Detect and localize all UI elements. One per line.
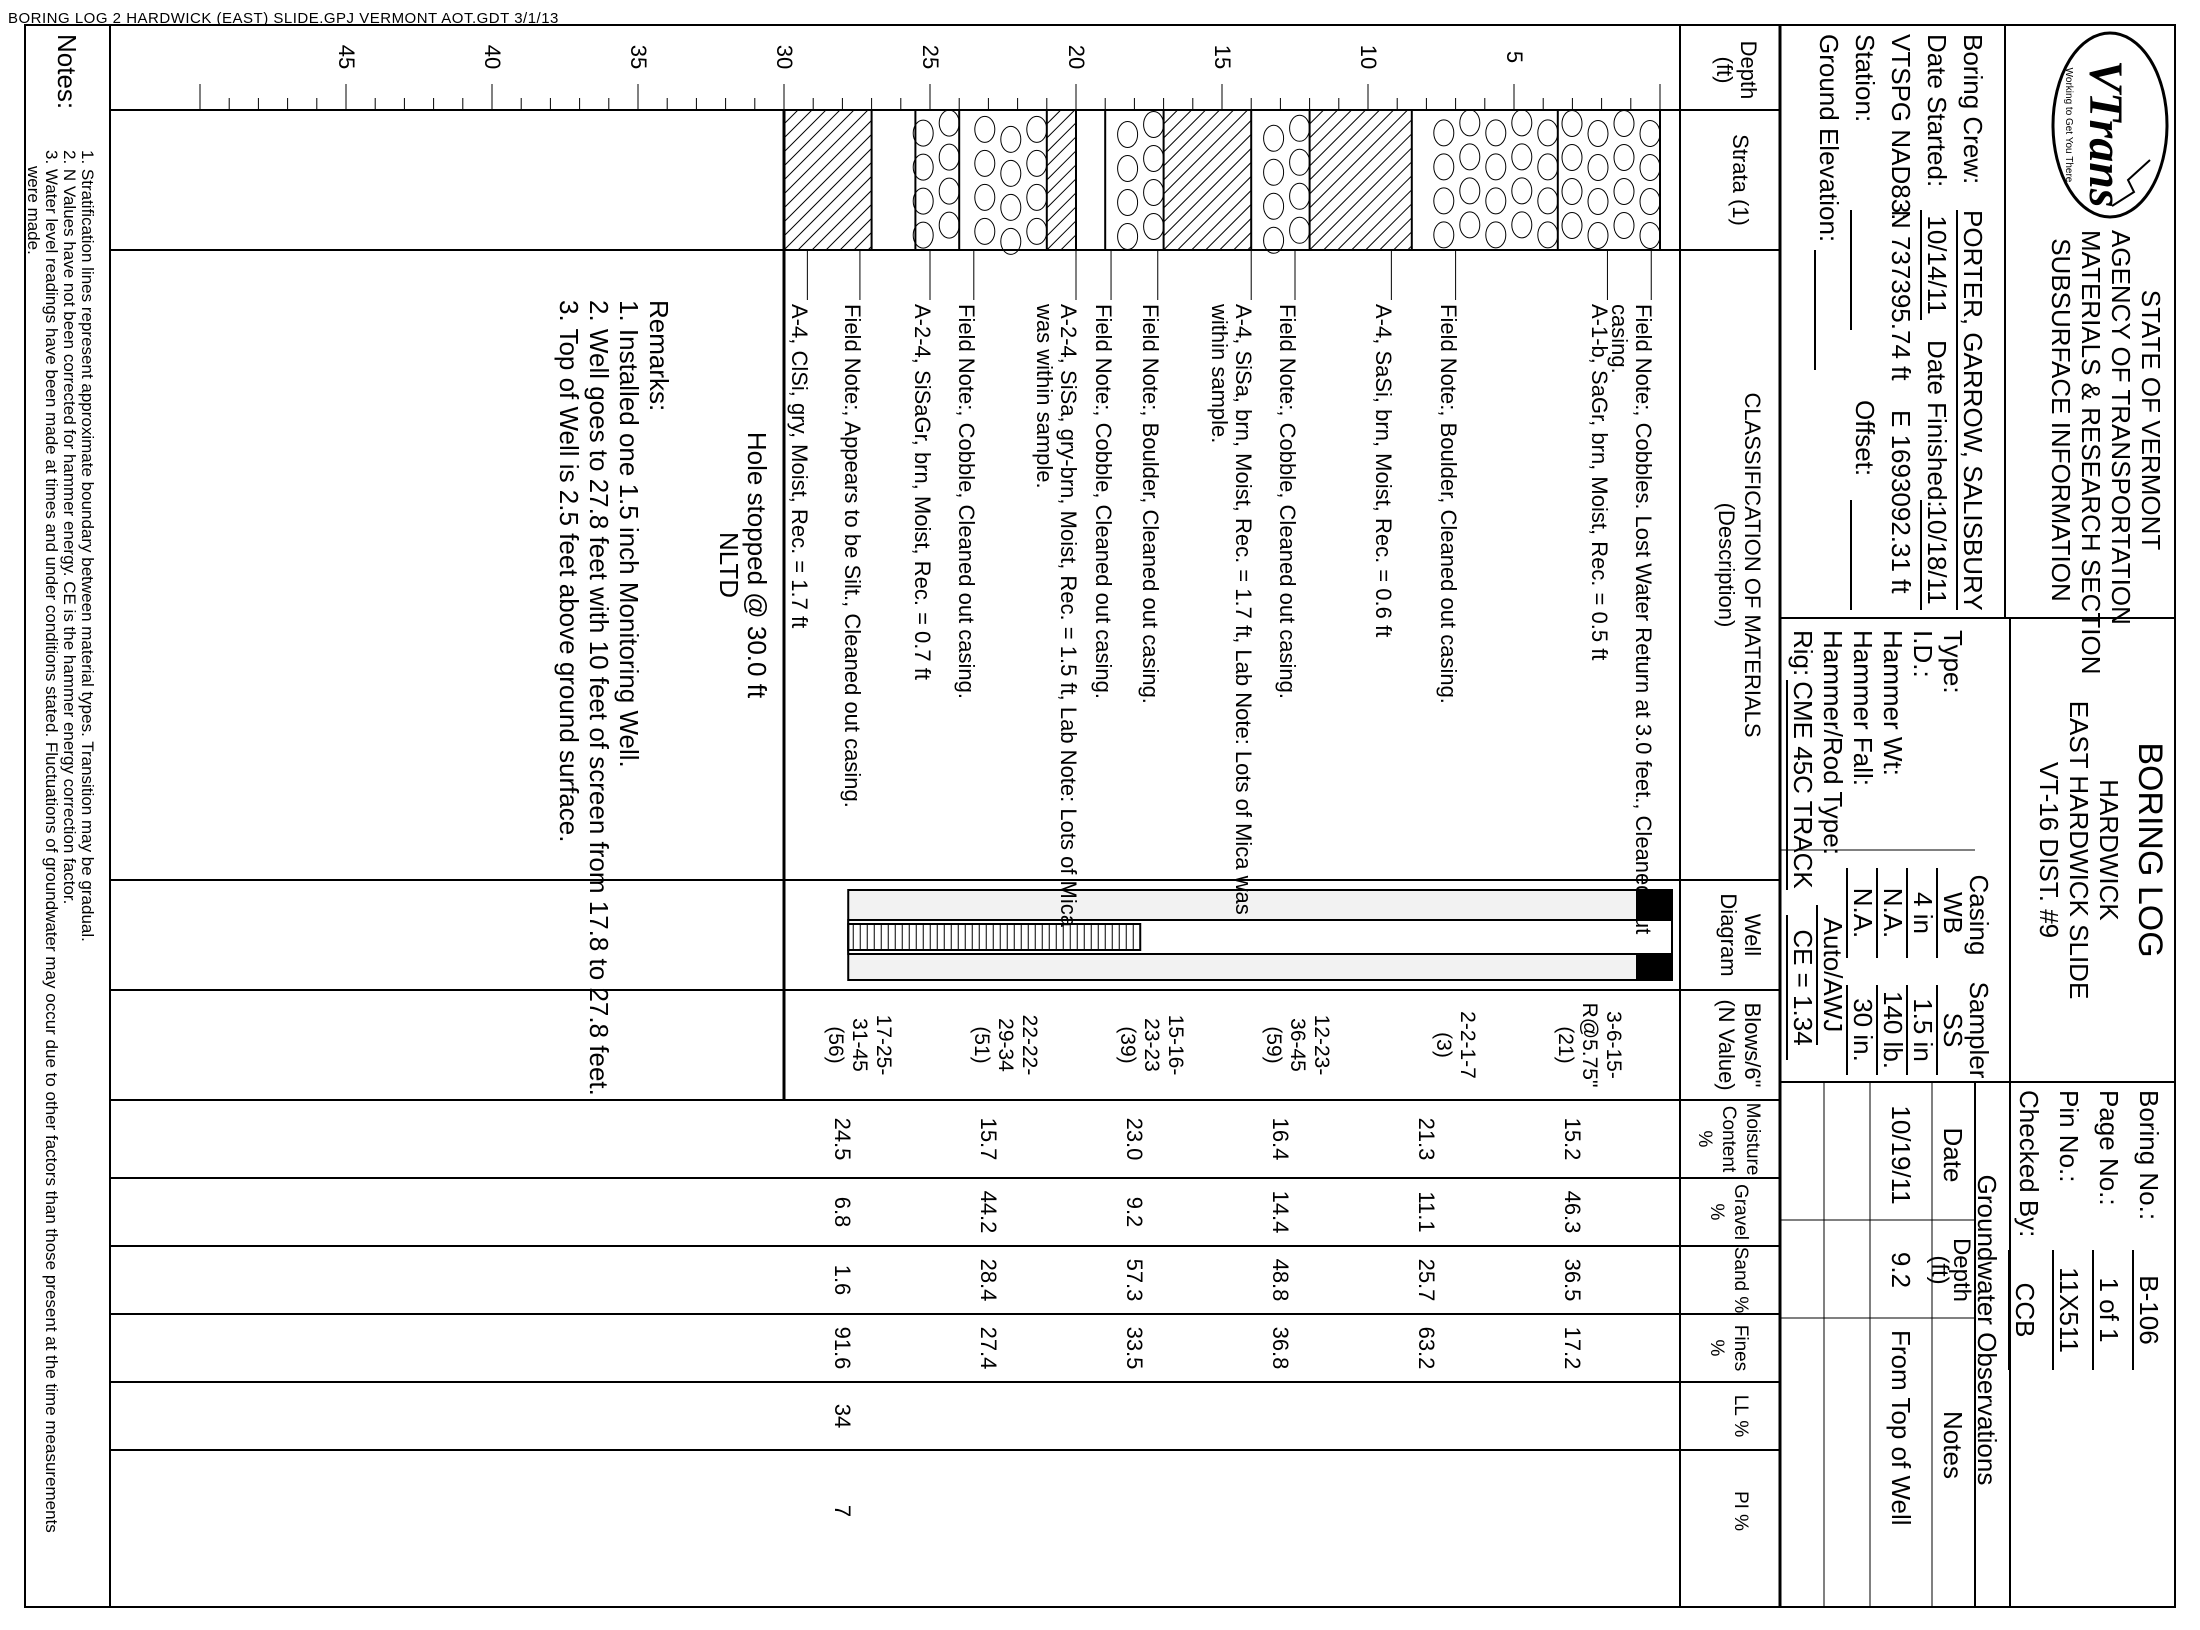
description-line: was within sample.: [1032, 304, 1057, 489]
material-description: [1371, 304, 1395, 637]
project-district: VT-16 DIST. #9: [2034, 761, 2064, 939]
depth-tick-30: 30: [772, 44, 797, 70]
note-4: were made.: [24, 166, 43, 255]
blow-count-line: 36-45: [1285, 1018, 1309, 1072]
col-pi: PI %: [1730, 1490, 1751, 1532]
sample-fines: 36.8: [1268, 1326, 1294, 1370]
blow-counts: [1261, 990, 1333, 1100]
description-line: casing.: [1607, 304, 1633, 374]
type-sampler: SS: [1936, 985, 1968, 1075]
file-header: BORING LOG 2 HARDWICK (EAST) SLIDE.GPJ VERMONT AOT.GDT 3/1/13: [8, 10, 559, 27]
rod-type-value: Auto/AWJ: [1816, 905, 1848, 1045]
finished-label: Date Finished:: [1922, 340, 1952, 508]
checked-by-label: Checked By:: [2014, 1090, 2044, 1238]
sample-moisture: 24.5: [830, 1117, 856, 1161]
blow-counts: [823, 990, 895, 1100]
description-line: Field Note:, Boulder, Cleaned out casing.: [1137, 304, 1163, 704]
gw-row-notes: From Top of Well: [1886, 1330, 1916, 1526]
sample-gravel: 46.3: [1560, 1190, 1586, 1234]
col-blows: Blows/6": [1740, 1002, 1765, 1088]
description-line: A-2-4, SiSaGr, brn, Moist, Rec. = 0.7 ft: [910, 304, 935, 680]
sample-gravel: 9.2: [1122, 1196, 1148, 1228]
sample-sand: 57.3: [1122, 1258, 1148, 1302]
col-fines: Fines %: [1706, 1324, 1751, 1372]
remark-3: 3. Top of Well is 2.5 feet above ground surface.: [554, 300, 584, 843]
vtrans-logo: [2050, 30, 2170, 220]
description-line: Field Note:, Appears to be Silt., Cleaned out casing.: [839, 304, 865, 808]
sample-gravel: 11.1: [1414, 1191, 1440, 1233]
material-description: [840, 304, 864, 808]
sample-moisture: 21.3: [1414, 1117, 1440, 1161]
material-description: [910, 304, 934, 680]
material-description: [1032, 304, 1080, 927]
pin-no: 11X511: [2052, 1250, 2084, 1370]
description-line: A-1-b, SaGr, brn, Moist, Rec. = 0.5 ft: [1587, 304, 1613, 661]
blow-count-line: 29-34: [993, 1018, 1017, 1072]
strata-silt-2: [1164, 110, 1252, 250]
crew-label: Boring Crew:: [1958, 34, 1988, 185]
material-description: [1607, 304, 1655, 934]
col-classification: CLASSIFICATION OF MATERIALS: [1740, 392, 1765, 738]
description-line: within sample.: [1207, 304, 1233, 444]
agency-line-2: AGENCY OF TRANSPORTATION: [2106, 230, 2136, 625]
agency-line-3: MATERIALS & RESEARCH SECTION: [2076, 230, 2106, 675]
description-line: A-4, SiSa, brn, Moist, Rec. = 1.7 ft, Lab Note: Lots of Mica was: [1231, 304, 1257, 915]
blow-count-line: 23-23: [1139, 1018, 1163, 1072]
sample-moisture: 16.4: [1268, 1117, 1294, 1161]
strata-cobbles-4: [975, 116, 1047, 254]
depth-tick-10: 10: [1356, 44, 1381, 70]
sample-fines: 17.2: [1560, 1326, 1586, 1370]
finished-value: 10/18/11: [1920, 500, 1952, 610]
logo-text: VTrans: [2079, 60, 2132, 208]
strata-cobbles-3: [1264, 115, 1310, 253]
depth-tick-20: 20: [1064, 44, 1089, 70]
depth-tick-15: 15: [1210, 44, 1235, 70]
strata-cobbles-2: [1434, 110, 1558, 248]
description-line: Field Note:, Cobble, Cleaned out casing.: [953, 304, 979, 700]
depth-tick-5: 5: [1502, 50, 1527, 64]
blow-count-line: (59): [1261, 1026, 1285, 1064]
description-line: A-4, ClSi, gry, Moist, Rec. = 1.7 ft: [787, 304, 813, 629]
id-label: I.D.:: [1908, 630, 1938, 678]
blow-count-line: (3): [1431, 1032, 1455, 1058]
material-description: [1275, 304, 1299, 699]
id-casing: 4 in: [1906, 868, 1938, 958]
nad-label: VTSPG NAD83:: [1886, 34, 1916, 221]
sample-moisture: 15.7: [976, 1117, 1002, 1161]
description-line: Field Note:, Cobble, Cleaned out casing.: [1091, 304, 1117, 700]
depth-tick-25: 25: [918, 44, 943, 70]
col-classification-sub: (Description): [1714, 502, 1739, 628]
strata-gravel: [913, 110, 959, 248]
material-description: [1587, 304, 1611, 660]
ground-elev-value: [1814, 250, 1842, 370]
strata-cobbles-1: [1562, 111, 1660, 249]
rig-label: Rig:: [1788, 630, 1818, 677]
blow-counts: [1553, 990, 1625, 1100]
sample-fines: 27.4: [976, 1326, 1002, 1370]
col-moisture: Moisture Content %: [1694, 1102, 1763, 1176]
hammer-wt-casing: N.A.: [1876, 868, 1908, 958]
material-description: [787, 304, 811, 628]
col-blows-sub: (N Value): [1714, 999, 1739, 1091]
boring-no-label: Boring No.:: [2134, 1090, 2164, 1221]
gw-row-date: 10/19/11: [1886, 1105, 1916, 1205]
blow-count-line: 15-16-: [1163, 1014, 1187, 1076]
casing-header: Casing: [1964, 874, 1994, 956]
remark-2: 2. Well goes to 27.8 feet with 10 feet of screen from 17.8 to 27.8 feet.: [584, 300, 614, 1096]
blow-count-line: (39): [1115, 1026, 1139, 1064]
sample-moisture: 15.2: [1560, 1117, 1586, 1161]
page-no-label: Page No.:: [2094, 1090, 2124, 1206]
blow-count-line: 12-23-: [1309, 1014, 1333, 1076]
sample-sand: 36.5: [1560, 1258, 1586, 1302]
strata-boulder: [1118, 111, 1164, 249]
description-line: Field Note:, Boulder, Cleaned out casing.: [1435, 304, 1461, 704]
sample-fines: 33.5: [1122, 1326, 1148, 1370]
gw-row-depth: 9.2: [1886, 1251, 1916, 1289]
material-description: [1436, 304, 1460, 704]
blow-count-line: (21): [1553, 1026, 1577, 1064]
rig-value: CME 45C TRACK: [1788, 681, 1818, 889]
groundwater-header: Groundwater Observations: [1972, 1174, 2002, 1486]
hole-stopped-note: NLTD: [714, 532, 744, 598]
type-label: Type:: [1938, 630, 1968, 694]
offset-label: Offset:: [1850, 400, 1880, 477]
note-2: 2. N Values have not been corrected for hammer energy. CE is the hammer energy correction factor.: [60, 150, 79, 905]
material-description: [1138, 304, 1162, 704]
col-gravel: Gravel %: [1706, 1184, 1751, 1240]
offset-value: [1850, 500, 1878, 610]
hole-stopped: Hole stopped @ 30.0 ft: [742, 431, 772, 699]
depth-tick-35: 35: [626, 44, 651, 70]
remarks: [554, 300, 674, 1096]
description-line: A-2-4, SiSa, gry-brn, Moist, Rec. = 1.5 ft, Lab Note: Lots of Mica: [1056, 304, 1081, 927]
project-name: HARDWICK: [2094, 779, 2124, 921]
remarks-title: Remarks:: [644, 300, 674, 412]
gw-col-date: Date: [1938, 1127, 1968, 1183]
blow-count-line: 31-45: [847, 1018, 871, 1072]
blow-count-line: 17-25-: [871, 1014, 895, 1076]
col-ll: LL %: [1730, 1394, 1751, 1438]
remark-1: 1. Installed one 1.5 inch Monitoring Well.: [614, 300, 644, 768]
boring-no: B-106: [2132, 1250, 2164, 1370]
rod-type-label: Hammer/Rod Type:: [1818, 630, 1848, 855]
col-sand: Sand %: [1730, 1246, 1751, 1314]
sample-fines: 91.6: [830, 1326, 856, 1370]
blow-counts: [969, 990, 1041, 1100]
depth-tick-45: 45: [334, 44, 359, 70]
agency-line-4: SUBSURFACE INFORMATION: [2046, 238, 2076, 602]
col-well: Well Diagram: [1716, 893, 1765, 977]
blow-counts: [1115, 990, 1187, 1100]
gw-col-notes: Notes: [1938, 1411, 1968, 1479]
ce-value: CE = 1.34: [1786, 915, 1818, 1060]
well-seal-right: [1636, 954, 1672, 980]
hammer-fall-sampler: 30 in.: [1846, 985, 1878, 1075]
sample-gravel: 44.2: [976, 1190, 1002, 1234]
sample-moisture: 23.0: [1122, 1117, 1148, 1161]
sample-sand: 28.4: [976, 1258, 1002, 1302]
strata-silt-1: [1310, 110, 1412, 250]
page-no: 1 of 1: [2092, 1250, 2124, 1370]
type-casing: WB: [1936, 868, 1968, 958]
description-line: A-4, SaSi, brn, Moist, Rec. = 0.6 ft: [1371, 304, 1397, 638]
description-line: Field Note:, Cobbles. Lost Water Return at 3.0 feet., Cleaned out: [1631, 304, 1657, 935]
station-value: [1850, 210, 1878, 330]
blow-count-line: 22-22-: [1017, 1014, 1041, 1076]
sample-ll: 34: [830, 1403, 856, 1429]
hammer-wt-sampler: 140 lb.: [1876, 985, 1908, 1075]
station-label: Station:: [1850, 34, 1880, 123]
gw-col-depth: Depth (ft): [1926, 1237, 1975, 1303]
boring-log-title: BORING LOG: [2131, 742, 2169, 958]
easting: E 1693092.31 ft: [1886, 410, 1916, 594]
sample-sand: 1.6: [830, 1264, 856, 1296]
sample-gravel: 14.4: [1268, 1190, 1294, 1234]
sample-gravel: 6.8: [830, 1196, 856, 1228]
description-line: Field Note:, Cobble, Cleaned out casing.: [1275, 304, 1300, 700]
strata-silt-4: [784, 110, 872, 250]
pin-no-label: Pin No.:: [2054, 1090, 2084, 1183]
logo-tagline: Working to Get You There: [2063, 67, 2074, 183]
depth-tick-40: 40: [480, 44, 505, 70]
blow-count-line: R@5.75": [1577, 1002, 1601, 1088]
hammer-fall-label: Hammer Fall:: [1848, 630, 1878, 787]
sample-fines: 63.2: [1414, 1326, 1440, 1370]
material-description: [954, 304, 978, 699]
sampler-header: Sampler: [1964, 981, 1994, 1079]
crew-value: PORTER, GARROW, SALISBURY: [1958, 210, 1988, 611]
northing: N 737395.74 ft: [1886, 210, 1916, 381]
started-label: Date Started:: [1922, 34, 1952, 188]
id-sampler: 1.5 in: [1906, 985, 1938, 1075]
hammer-wt-label: Hammer Wt:: [1878, 630, 1908, 776]
hammer-fall-casing: N.A.: [1846, 868, 1878, 958]
project-subtitle: EAST HARDWICK SLIDE: [2064, 700, 2094, 1000]
blow-count-line: 2-2-1-7: [1455, 1011, 1479, 1079]
blow-count-line: (56): [823, 1026, 847, 1064]
agency-line-1: STATE OF VERMONT: [2136, 289, 2166, 551]
blow-count-line: 3-6-15-: [1601, 1011, 1625, 1079]
started-value: 10/14/11: [1920, 210, 1952, 320]
strata-silt-3: [1047, 110, 1076, 250]
ground-elev-label: Ground Elevation:: [1814, 34, 1844, 243]
note-1: 1. Stratification lines represent approximate boundary between material types. Transition may be gradual.: [78, 150, 97, 942]
col-depth: Depth (ft): [1712, 40, 1761, 100]
note-3: 3. Water level readings have been made at times and under conditions stated. Fluctuations of groundwater may occur due to other factors than those present at the time measurements: [42, 150, 61, 1533]
material-description: [1091, 304, 1115, 699]
sample-pi: 7: [830, 1504, 856, 1518]
col-strata: Strata (1): [1728, 134, 1753, 226]
notes-title: Notes:: [52, 34, 82, 110]
material-description: [1207, 304, 1255, 915]
checked-by: CCB: [2008, 1250, 2040, 1370]
sample-sand: 25.7: [1414, 1258, 1440, 1302]
sample-sand: 48.8: [1268, 1258, 1294, 1302]
blow-count-line: (51): [969, 1026, 993, 1064]
blow-counts: [1431, 990, 1479, 1100]
